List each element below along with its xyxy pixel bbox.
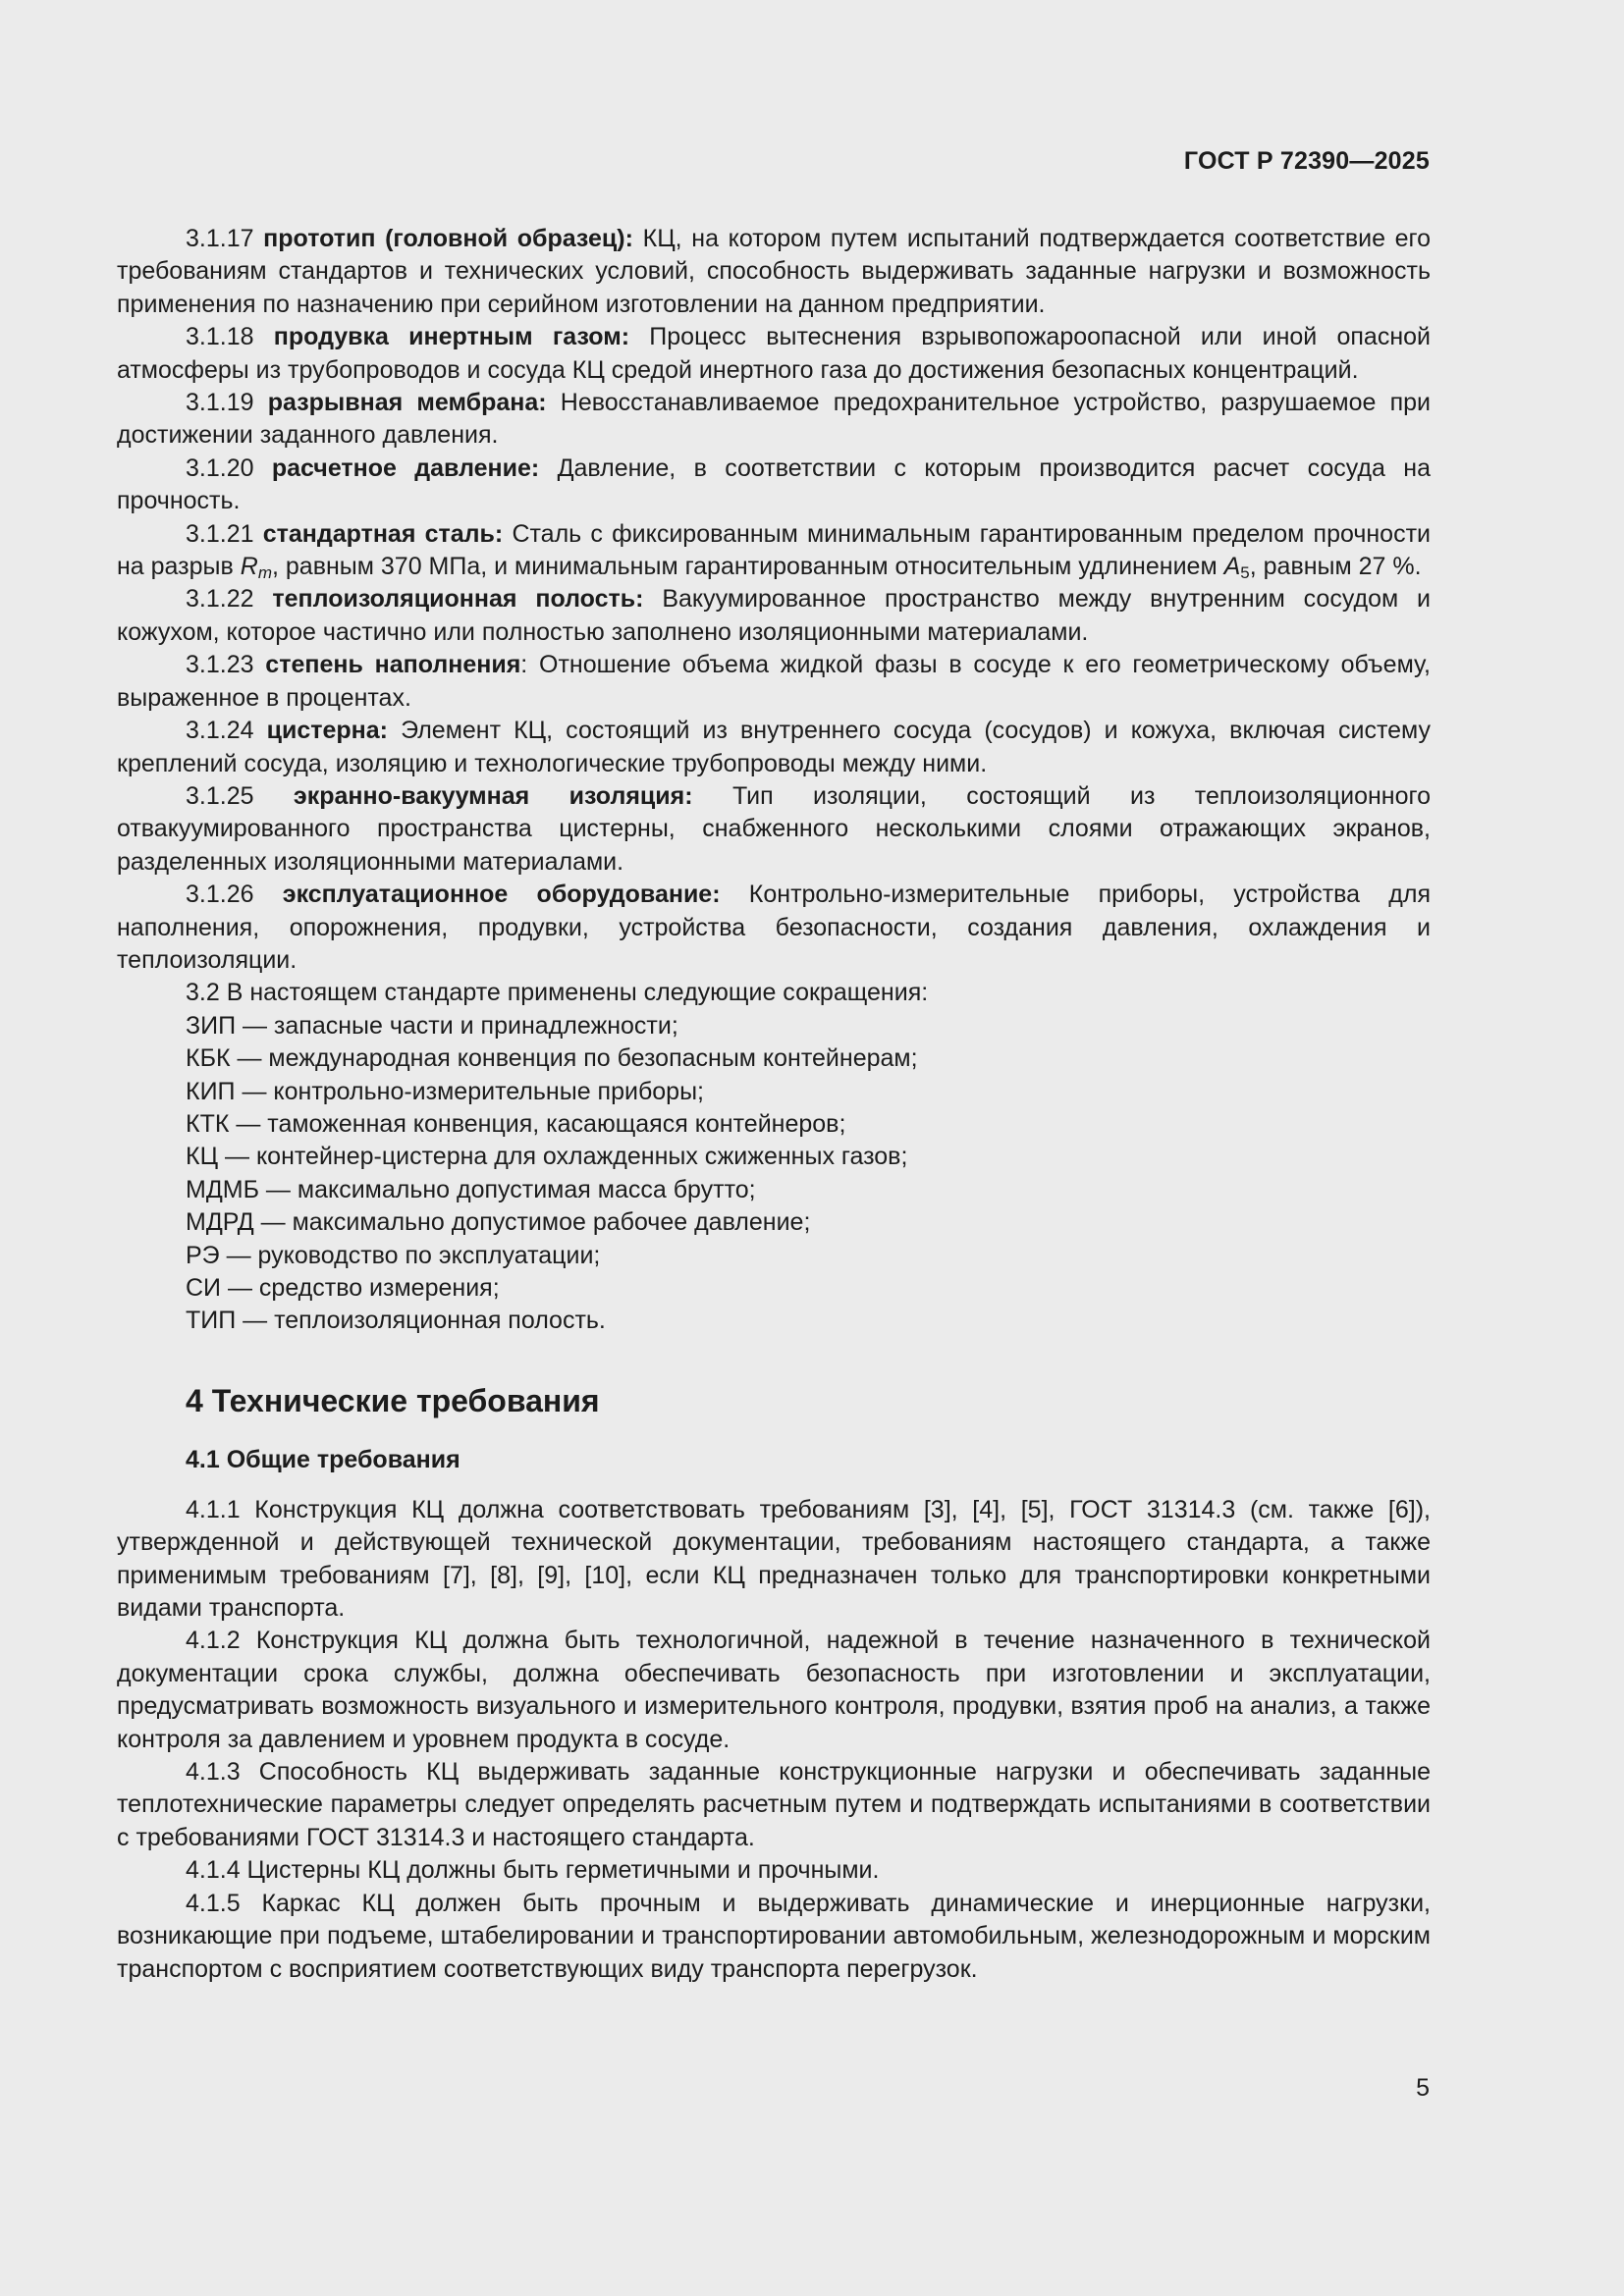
document-id: ГОСТ Р 72390—2025	[1183, 147, 1430, 175]
term-name: разрывная мембрана:	[267, 389, 547, 417]
term-number: 3.1.17	[186, 225, 254, 252]
term-definition: Вакуумированное пространство между внутренним сосудом и кожухом, которое частично или полностью заполнено изоляционными материалами.	[117, 585, 1432, 646]
term-number: 3.1.19	[186, 389, 254, 417]
section-heading: 4 Технические требования	[186, 1382, 600, 1418]
term-3-1-23	[117, 649, 1431, 715]
term-definition: Давление, в соответствии с которым производится расчет сосуда на прочность.	[117, 454, 1431, 515]
requirement-paragraph: 4.1.3 Способность КЦ выдерживать заданные конструкционные нагрузки и обеспечивать заданные теплотехнические параметры следует определять расчетным путем и подтверждать испытаниями в соответствии с требованиями ГОСТ 31314.3 и настоящего стандарта.	[117, 1758, 1431, 1851]
term-name: прототип (головной образец):	[263, 225, 633, 252]
term-name: цистерна:	[266, 717, 388, 745]
requirement-paragraph: 4.1.4 Цистерны КЦ должны быть герметичными и прочными.	[186, 1856, 880, 1885]
term-number: 3.1.25	[186, 781, 254, 810]
requirement-paragraph: 4.1.1 Конструкция КЦ должна соответствовать требованиям [3], [4], [5], ГОСТ 31314.3 (см. также [6]), утвержденной и действующей технической документации, требованиям настоящего стандарта, а также применимым требованиям [7], [8], [9], [10], если КЦ предназначен только для транспортировки конкретными видами транспорта.	[117, 1495, 1431, 1623]
term-3-1-25	[117, 780, 1431, 879]
abbreviation-item: ТИП — теплоизоляционная полость.	[186, 1307, 606, 1335]
term-definition: Элемент КЦ, состоящий из внутреннего сосуда (сосудов) и кожуха, включая систему креплений сосуда, изоляцию и технологические трубопроводы между ними.	[117, 717, 1432, 777]
term-name: экранно-вакуумная изоляция:	[293, 781, 693, 810]
abbreviation-item: МДМБ — максимально допустимая масса брутто;	[186, 1175, 756, 1203]
term-3-1-18	[117, 321, 1431, 387]
term-3-1-20	[117, 453, 1431, 518]
term-number: 3.1.24	[186, 717, 254, 745]
term-number: 3.1.18	[186, 323, 254, 351]
abbreviation-item: СИ — средство измерения;	[186, 1274, 500, 1302]
term-number: 3.1.21	[186, 519, 254, 548]
term-name: стандартная сталь:	[262, 519, 504, 548]
term-number: 3.1.22	[186, 585, 254, 614]
term-name: продувка инертным газом:	[273, 323, 630, 351]
symbol-a-base: A	[1223, 553, 1241, 581]
page-number: 5	[1416, 2074, 1430, 2102]
symbol-r-base: R	[240, 553, 258, 581]
term-name: степень наполнения	[265, 651, 521, 679]
term-name: эксплуатационное оборудование:	[282, 881, 721, 909]
abbreviation-item: ЗИП — запасные части и принадлежности;	[186, 1011, 678, 1040]
term-3-1-22	[117, 583, 1431, 649]
term-number: 3.1.23	[186, 651, 254, 679]
term-definition-end: , равным 27 %.	[1249, 553, 1422, 581]
term-number: 3.1.26	[186, 881, 254, 909]
term-definition: Тип изоляции, состоящий из теплоизоляционного отвакуумированного пространства цистерны, снабженного несколькими слоями отражающих экранов, разделенных изоляционными материалами.	[117, 781, 1431, 876]
term-3-1-19	[117, 387, 1431, 453]
term-definition: Процесс вытеснения взрывопожароопасной или иной опасной атмосферы из трубопроводов и сосуда КЦ средой инертного газа до достижения безопасных концентраций.	[117, 323, 1431, 384]
term-3-1-17	[117, 223, 1431, 321]
abbreviation-item: КТК — таможенная конвенция, касающаяся контейнеров;	[186, 1109, 846, 1138]
term-definition: Сталь с фиксированным минимальным гарантированным пределом прочности на разрыв	[117, 519, 1431, 581]
document-body	[117, 223, 1431, 1986]
symbol-a-subscript: 5	[1240, 563, 1250, 583]
abbreviation-item: РЭ — руководство по эксплуатации;	[186, 1241, 601, 1269]
term-name: теплоизоляционная полость:	[272, 585, 644, 614]
requirement-paragraph: 4.1.2 Конструкция КЦ должна быть технологичной, надежной в течение назначенного в технической документации срока службы, должна обеспечивать безопасность при изготовлении и эксплуатации, предусматривать возможность визуального и измерительного контроля, продувки, взятия проб на анализ, а также контроля за давлением и уровнем продукта в сосуде.	[117, 1627, 1431, 1753]
term-definition: : Отношение объема жидкой фазы в сосуде к его геометрическому объему, выраженное в процентах.	[117, 651, 1431, 712]
abbreviation-item: КЦ — контейнер-цистерна для охлажденных сжиженных газов;	[186, 1143, 908, 1171]
term-name: расчетное давление:	[271, 454, 540, 482]
term-3-1-24	[117, 715, 1431, 780]
term-definition: Контрольно-измерительные приборы, устройства для наполнения, опорожнения, продувки, устройства безопасности, создания давления, охлаждения и теплоизоляции.	[117, 881, 1432, 974]
abbreviation-item: КБК — международная конвенция по безопасным контейнерам;	[186, 1044, 918, 1073]
term-number: 3.1.20	[186, 454, 254, 482]
term-definition: Невосстанавливаемое предохранительное устройство, разрушаемое при достижении заданного давления.	[117, 389, 1431, 450]
term-definition: КЦ, на котором путем испытаний подтверждается соответствие его требованиям стандартов и технических условий, способность выдерживать заданные нагрузки и возможность применения по назначению при серийном изготовлении на данном предприятии.	[117, 225, 1432, 318]
term-3-1-26	[117, 879, 1431, 977]
term-definition-continued: , равным 370 МПа, и минимальным гарантированным относительным удлинением	[272, 553, 1218, 581]
symbol-r	[240, 553, 272, 583]
subsection-heading: 4.1 Общие требования	[186, 1445, 460, 1473]
abbreviation-item: КИП — контрольно-измерительные приборы;	[186, 1077, 704, 1105]
symbol-r-subscript: m	[257, 563, 272, 583]
requirement-paragraph: 4.1.5 Каркас КЦ должен быть прочным и выдерживать динамические и инерционные нагрузки, возникающие при подъеме, штабелировании и транспортировании автомобильным, железнодорожным и морским транспортом с восприятием соответствующих виду транспорта перегрузок.	[117, 1889, 1431, 1983]
symbol-a	[1224, 553, 1241, 580]
term-3-1-21	[117, 518, 1431, 584]
abbreviation-item: МДРД — максимально допустимое рабочее давление;	[186, 1208, 811, 1237]
abbreviations-intro: 3.2 В настоящем стандарте применены следующие сокращения:	[186, 979, 929, 1007]
